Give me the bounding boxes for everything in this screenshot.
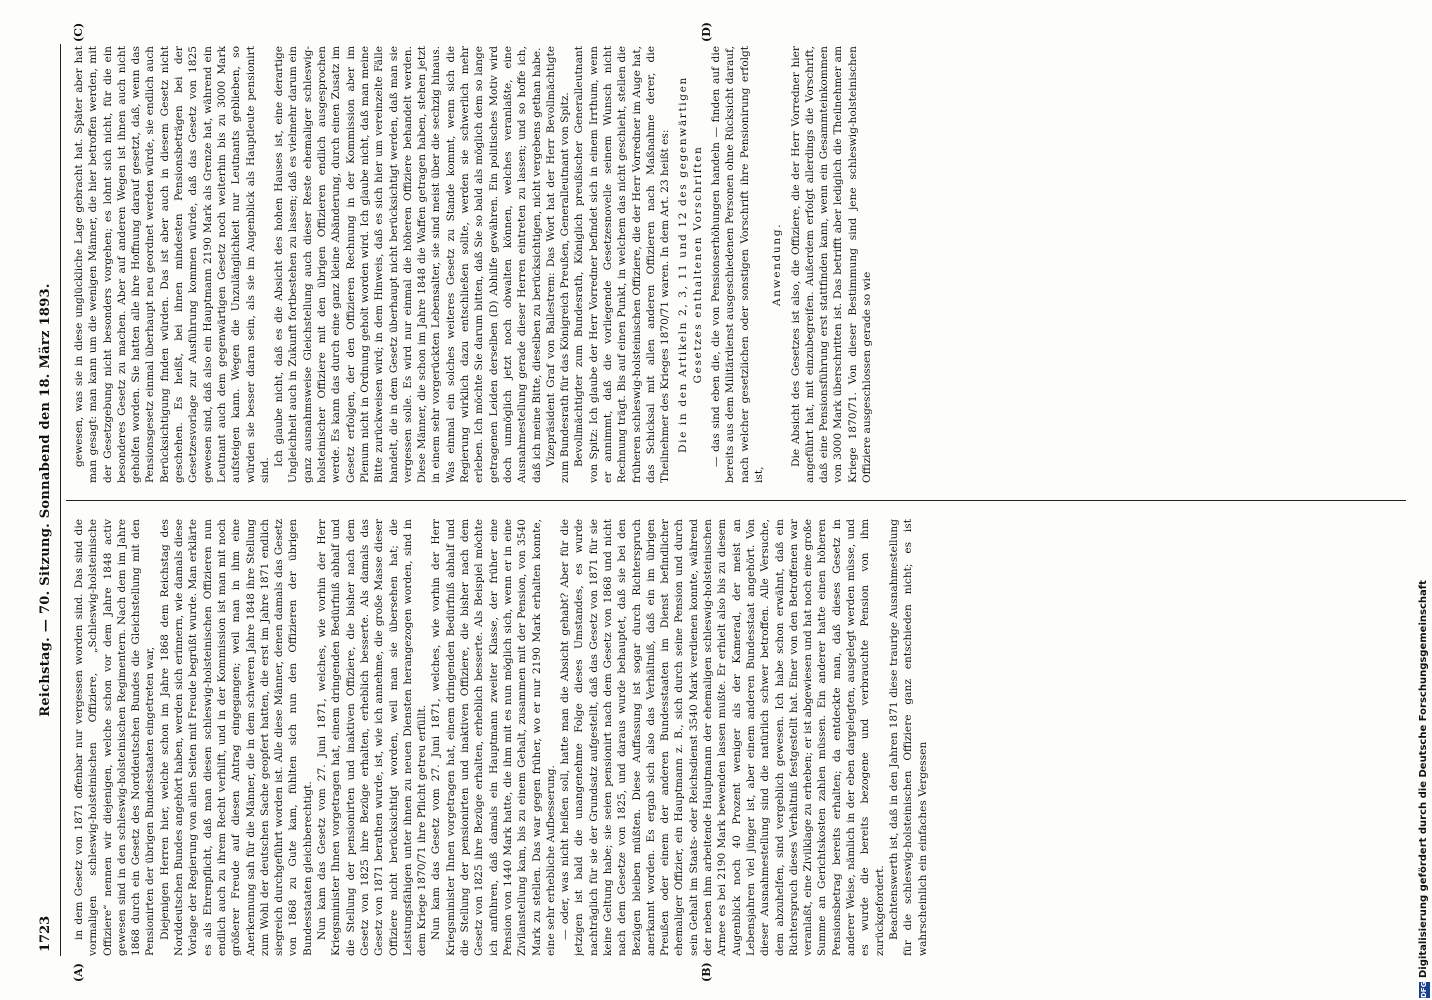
left-column [72, 519, 1402, 956]
margin-marker-a: (A) [72, 963, 85, 982]
right-column [72, 46, 1402, 483]
quoted-law-text: Anwendung. [771, 222, 784, 307]
column-divider [66, 500, 1406, 501]
paragraph: Die Absicht des Gesetzes ist also, die Offiziere, die der Herr Vorredner hier angeführt hat, mit einzubegreifen. Außerdem erfolgt allerdings die Vorschrift, daß eine Pensionsführung erst stattfinden kann, wenn ein Gesammteinkommen von 3000 Mark überschritten ist. Das betrifft aber lediglich die Theilnehmer am Kriege 1870/71. Von dieser Bestimmung sind jene schleswig-holsteinischen Offiziere ausgeschlossen gerade so wie [789, 46, 874, 483]
paragraph: gewesen, was sie in diese unglückliche Lage gebracht hat. Später aber hat man gesagt: man kann um die wenigen Männer, die hier betroffen werden, mit der Gesetzgebung nicht besonders vorgehen; es lohnt sich nicht, für die ein besonderes Gesetz zu machen. Aber auf anderen Wegen ist ihnen auch nicht geholfen worden. Sie hatten alle ihre Hoffnung darauf gesetzt, daß, wenn das Pensionsgesetz einmal überhaupt neu geordnet werden würde, sie endlich auch Berücksichtigung finden würden. Das ist aber auch in diesem Gesetz nicht geschehen. Es heißt, bei ihnen mindesten Pensionsbeträgen bei der Gesetzesvorlage zur Ausführung kommen würde, daß das Gesetz von 1825 gewesen sind, daß also ein Hauptmann 2190 Mark als Grenze hat, während ein Leutnant auch dem gegenwärtigen Gesetz noch weiterhin bis zu 3000 Mark aufsteigen kann. Wegen die Unzulänglichkeit nur Leutnants geblieben, so würden sie besser daran sein, als sie im Augenblick als Hauptleute pensionirt sind. [73, 46, 271, 483]
margin-marker-c: (C) [72, 22, 85, 42]
margin-marker-b: (B) [700, 962, 713, 982]
dfg-logo-icon: DFG [1420, 981, 1428, 998]
header-rule [60, 44, 61, 956]
paragraph: Nun kam das Gesetz vom 27. Juni 1871, welches, wie vorhin der Herr Kriegsminister Ihnen vorgetragen hat, einem dringenden Bedürfniß abhalf und die Stellung der pensionirten und inaktiven Offiziere, die bisher nach dem Gesetz von 1825 ihre Bezüge erhalten, erheblich besserte. Als Beispiel möchte ich anführen, daß damals ein Hauptmann zweiter Klasse, der früher eine Pension von 1440 Mark hatte, die ihm mit es nun möglich sich, wenn er in eine Zivilanstellung kam, bis zu einem Gehalt, zusammen mit der Pension, von 3540 Mark zu stellen. Das war gegen früher, wo er nur 2190 Mark erhalten konnte, eine sehr erhebliche Aufbesserung. [430, 519, 557, 956]
speaker-paragraph: Vizepräsident Graf von Ballestrem: Das Wort hat der Herr Bevollmächtigte zum Bundesrath für das Königreich Preußen, Generalleutnant von Spitz. [544, 46, 572, 483]
paragraph: Beachtenswerth ist, daß in den Jahren 1871 diese traurige Ausnahmestellung für die schleswig-holsteinischen Offiziere ganz entschieden nicht; es ist wahrscheinlich ein einfaches Vergessen [887, 519, 929, 956]
paragraph: Diejenigen Herren hier, welche schon im Jahre 1868 dem Reichstag des Norddeutschen Bundes angehört haben, werden sich erinnern, wie damals diese Vorlage der Regierung von allen Seiten mit Freude begrüßt wurde. Man erklärte es als Ehrenpflicht, daß man diesen schleswig-holsteinischen Offizieren nun endlich auch zu ihrem Recht verhilft, und in der Kommission ist man mit noch größerer Freude auf diesen Antrag eingegangen; weil man in ihm eine Anerkennung sah für die Männer, die in dem schweren Jahre 1848 ihre Stellung zum Wohl der deutschen Sache geopfert hatten, die erst im Jahre 1871 endlich siegreich durchgeführt worden ist. Alle diese Männer, denen damals das Gesetz von 1868 zu Gute kam, fühlten sich nun den Offizieren der übrigen Bundesstaaten gleichberechtigt. [158, 519, 314, 956]
paragraph: — das sind eben die, die von Pensionserhöhungen handeln — finden auf die bereits aus dem Militärdienst ausgeschiedenen Personen ohne Rücksicht darauf, nach welcher gesetzlichen oder sonstigen Vorschrift ihre Pensionirung erfolgt ist, [710, 46, 765, 483]
running-title: Reichstag. — 70. Sitzung. Sonnabend den 18. März 1893. [38, 283, 53, 717]
paragraph: Ich glaube nicht, daß es die Absicht des hohen Hauses ist, eine derartige Ungleichheit auch in Zukunft fortbestehen zu lassen; daß es vielmehr darum ein ganz ausnahmsweise Gleichstellung auch dieser Reste ehemaliger schleswig-holsteinischer Offiziere mit den übrigen Offizieren endlich ausgesprochen werde. Es kann das durch eine ganz kleine Abänderung, durch einen Zusatz im Gesetz erfolgen, der den Offizieren Rechnung in der Kommission aber im Plenum nicht in Ordnung geholt worden wird. Ich glaube nicht, daß man meine Bitte zurückweisen wird; in dem Hinweis, daß es sich hier um vereinzelte Fälle handelt, die in dem Gesetz überhaupt nicht berücksichtigt werden, daß man sie vergessen solle. Es wird nur einmal die höheren Offiziere behandelt werden. Diese Männer, die schon im Jahre 1848 die Waffen getragen haben, stehen jetzt in einem sehr vorgerückten Lebensalter, sie sind meist über die sechzig hinaus. Was einmal ein solches weiteres Gesetz zu Stande kommt, wenn sich die Regierung wirklich dazu entschließen sollte, werden sie schwerlich mehr erleben. Ich möchte Sie darum bitten, daß Sie so bald als möglich dem so lange getragenen Leiden derselben (D) Abhilfe gewähren. Ein politisches Motiv wird doch unmöglich jetzt noch obwalten können, welches veranlaßte, eine Ausnahmestellung gerade dieser Herren eintreten zu lassen; und so hoffe ich, daß ich meine Bitte, dieselben zu berücksichtigen, nicht vergebens gethan habe. [273, 46, 543, 483]
speaker-paragraph: Bevollmächtigter zum Bundesrath, Königlich preußischer Generalleutnant von Spitz: Ich glaube der Herr Vorredner befindet sich in einem Irrthum, wenn er annimmt, daß die vorliegende Gesetzesnovelle seinem Wunsch nicht Rechnung trägt. Bis auf einen Punkt, in welchem das nicht geschieht, stellen die früheren schleswig-holsteinischen Offiziere, die der Herr Vorredner im Auge hat, das Schicksal mit allen anderen Offizieren nach Maßnahme derer, die Theilnehmer des Krieges 1870/71 waren. In dem Art. 23 heißt es: [573, 46, 672, 483]
running-head [38, 0, 58, 1000]
credit-text: Digitalisierung gefördert durch die Deutsche Forschungsgemeinschaft [1418, 580, 1429, 978]
paragraph: — oder, was nicht heißen soll, hatte man die Absicht gehabt? Aber für die jetzigen ist bald die unangenehme Folge dieses Umstandes, es wurde nachträglich für sie der Grundsatz aufgestellt, daß das Gesetz von 1871 für sie keine Geltung habe; sie seien pensionirt nach dem Gesetz von 1868 und nicht nach dem Gesetze von 1825, und daraus wurde behauptet, daß sie bei den Bezügen bleiben müßten. Diese Auffassung ist sogar durch Richterspruch anerkannt worden. Es ergab sich also das Verhältniß, daß ein im übrigen Preußen oder einem der anderen Bundesstaaten im Dienst befindlicher ehemaliger Offizier, ein Hauptmann z. B., sich durch seine Pension und durch sein Gehalt im Staats- oder Reichsdienst 3540 Mark verdienen konnte, während der neben ihm arbeitende Hauptmann der ehemaligen schleswig-holsteinischen Armee es bei 2190 Mark bewenden lassen mußte. Er erhielt also bis zu diesem Augenblick noch 40 Prozent weniger als der Kamerad, der meist an Lebensjahren viel jünger ist, aber einem anderen Bundesstaat angehört. Von dieser Ausnahmestellung sind die natürlich schwer betroffen. Alle Versuche, dem abzuhelfen, sind vergeblich gewesen. Ich habe schon erwähnt, daß ein Richterspruch dieses Verhältniß festgestellt hat. Einer von den Betroffenen war veranlaßt, eine Zivilklage zu erheben; er ist abgewiesen und hat noch eine große Summe an Gerichtskosten zahlen müssen. Ein anderer hatte einen höheren Pensionsbetrag bereits erhalten; da entdeckte man, daß dieses Gesetz in anderer Weise, nämlich in der eben dargelegten, ausgelegt werden müsse, und es wurde die bereits bezogene und verbrauchte Pension von ihm zurückgefordert. [559, 519, 886, 956]
paragraph: Nun kam das Gesetz vom 27. Juni 1871, welches, wie vorhin der Herr Kriegsminister Ihnen vorgetragen hat, einem dringenden Bedürfniß abhalf und die Stellung der pensionirten und inaktiven Offiziere, die bisher nach dem Gesetz von 1825 ihre Bezüge erhalten, erheblich besserte. Als damals das Gesetz von 1871 berathen wurde, ist, wie ich annehme, die große Masse dieser Offiziere nicht berücksichtigt worden, weil man sie übersehen hat; die Leistungsfähigen unter ihnen zu neuen Diensten herangezogen worden, sind in dem Kriege 1870/71 ihre Pflicht getreu erfüllt. [316, 519, 429, 956]
page-number: 1723 [38, 915, 53, 952]
margin-marker-d: (D) [700, 22, 713, 42]
quoted-law-text: Die in den Artikeln 2, 3, 11 und 12 des gegenwärtigen Gesetzes enthaltenen Vorschriften [677, 76, 704, 453]
digitization-credit [1418, 0, 1432, 1000]
paragraph: in dem Gesetz von 1871 offenbar nur vergessen worden sind. Das sind die vormaligen schleswig-holsteinischen Offiziere, „Schleswig-holsteinische Offiziere“ nennen wir diejenigen, welche schon vor dem Jahre 1848 activ gewesen sind in den schleswig-holsteinischen Regimentern. Nach dem im Jahre 1868 durch ein Gesetz des Norddeutschen Bundes die Gleichstellung mit den Pensionirten der übrigen Bundesstaaten eingetreten war, [73, 519, 157, 956]
